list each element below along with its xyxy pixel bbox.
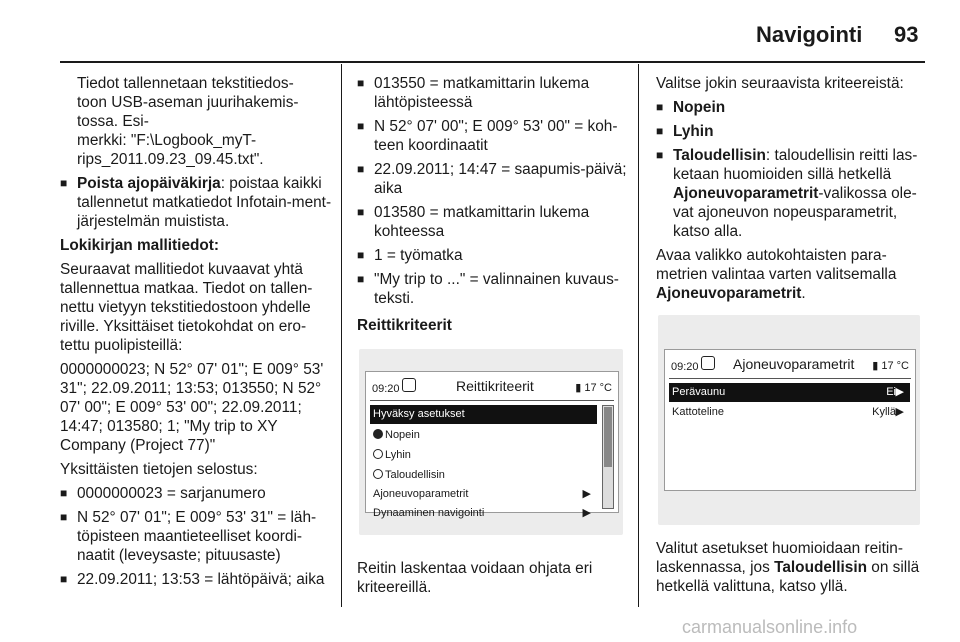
option-description: : taloudellisin reitti las-ketaan huomioiden sillä hetkellä	[673, 147, 918, 183]
paragraph	[656, 246, 928, 303]
chevron-right-icon: ▶	[895, 406, 904, 418]
clock-icon	[402, 378, 416, 392]
chevron-right-icon: ▶	[582, 488, 591, 500]
explanation-list	[60, 484, 332, 589]
option-description: : poistaa kaikki tallennetut matkatiedot Infotain-ment-järjestelmän muistista.	[77, 175, 332, 230]
column-divider-1	[341, 64, 342, 607]
temperature: ▮ 17 °C	[575, 382, 612, 394]
radio-shortest[interactable]	[370, 446, 597, 465]
option-name: Taloudellisin	[673, 147, 766, 164]
intro-line: rips_2011.09.23_09.45.txt".	[77, 151, 264, 168]
chevron-right-icon: ▶	[582, 507, 591, 519]
criteria-list	[656, 98, 928, 241]
list-item: ■ N 52° 07' 00"; E 009° 53' 00" = koh-teen koordinaatit	[357, 117, 629, 155]
list-item: ■ 22.09.2011; 13:53 = lähtöpäivä; aika	[60, 570, 332, 589]
clock-text: 09:20	[372, 383, 400, 395]
option-name: Ajoneuvoparametrit	[673, 185, 819, 202]
setting-roof-rack[interactable]	[669, 403, 910, 422]
menu-item-label: Hyväksy asetukset	[373, 408, 465, 420]
sample-data: 0000000023; N 52° 07' 01"; E 009° 53' 31"; 22.09.2011; 13:53; 013550; N 52° 07' 00"; E 009° 53' 00"; 22.09.2011; 14:47; 013580; 1; "My trip to XY Company (Project 77)"	[60, 361, 324, 454]
paragraph: Yksittäisten tietojen selostus:	[60, 461, 258, 478]
text: Valitut asetukset huomioidaan reitin-laskennassa, jos	[656, 540, 903, 576]
radio-economical[interactable]	[370, 466, 597, 485]
chevron-right-icon: ▶	[895, 386, 904, 398]
intro-line: tossa. Esi-	[77, 113, 149, 130]
status-bar	[665, 350, 915, 380]
paragraph	[656, 539, 928, 596]
temperature: ▮ 17 °C	[872, 360, 909, 372]
list-item	[656, 146, 928, 241]
column-2	[357, 74, 629, 602]
column-1	[60, 74, 332, 594]
divider	[669, 378, 911, 379]
page-number: 93	[894, 22, 919, 47]
list-item: ■ N 52° 07' 01"; E 009° 53' 31" = läh-töpisteen maantieteelliset koordi-naatit (leveysaste; pituusaste)	[60, 508, 332, 565]
section-heading: Reittikriteerit	[357, 317, 452, 334]
route-criteria-screenshot	[359, 349, 623, 535]
watermark: carmanualsonline.info	[682, 617, 858, 637]
list-item	[60, 174, 332, 231]
radio-fastest[interactable]	[370, 426, 597, 445]
caption: Reitin laskentaa voidaan ohjata eri kriteereillä.	[357, 560, 593, 596]
clock-text: 09:20	[671, 361, 699, 373]
list-item: ■ 0000000023 = sarjanumero	[60, 484, 332, 503]
explanation-list-cont	[357, 74, 629, 308]
setting-value: Ei	[886, 386, 896, 398]
screen-title: Reittikriteerit	[456, 378, 534, 394]
section-heading: Lokikirjan mallitiedot:	[60, 237, 220, 254]
setting-label: Kattoteline	[672, 406, 724, 418]
display-frame	[664, 349, 916, 491]
list-item: ■ 22.09.2011; 14:47 = saapumis-päivä; aika	[357, 160, 629, 198]
menu-item-accept[interactable]	[370, 405, 597, 424]
paragraph: Valitse jokin seuraavista kriteereistä:	[656, 75, 904, 92]
intro-line: toon USB-aseman juurihakemis-	[77, 94, 299, 111]
menu-item-label: Lyhin	[385, 449, 411, 461]
setting-value: Kyllä	[872, 406, 896, 418]
menu-item-label: Ajoneuvoparametrit	[373, 488, 469, 500]
list-item: ■ 013550 = matkamittarin lukema lähtöpisteessä	[357, 74, 629, 112]
intro-line: merkki: "F:\Logbook_myT-	[77, 132, 257, 149]
column-divider-2	[638, 64, 639, 607]
radio-icon	[373, 469, 383, 479]
setting-label: Perävaunu	[672, 386, 726, 398]
option-name: Poista ajopäiväkirja	[77, 175, 221, 192]
menu-item-label: Nopein	[385, 429, 420, 441]
vehicle-params-screenshot	[658, 315, 920, 525]
list-item: ■ 1 = työmatka	[357, 246, 629, 265]
scroll-thumb[interactable]	[604, 407, 612, 467]
intro-paragraph	[60, 74, 332, 169]
list-item: ■ 013580 = matkamittarin lukema kohteessa	[357, 203, 629, 241]
intro-line: Tiedot tallennetaan tekstitiedos-	[77, 75, 294, 92]
paragraph: Seuraavat mallitiedot kuvaavat yhtä tallennettua matkaa. Tiedot on tallen-nettu vietyyn tekstitiedostoon yhdelle riville. Yksittäiset tietokohdat on ero-tettu puolipisteillä:	[60, 261, 313, 354]
text: Avaa valikko autokohtaisten para-metrien valintaa varten valitsemalla	[656, 247, 897, 283]
menu-item-dynamic-nav[interactable]	[370, 504, 597, 523]
emphasis: Taloudellisin	[774, 559, 867, 576]
divider	[370, 400, 614, 401]
radio-icon	[373, 449, 383, 459]
clock-icon	[701, 356, 715, 370]
menu-item-vehicle-params[interactable]	[370, 485, 597, 504]
text: .	[801, 285, 806, 302]
menu-item-label: Dynaaminen navigointi	[373, 507, 485, 519]
menu-item-label: Taloudellisin	[385, 469, 445, 481]
status-bar	[366, 372, 618, 402]
text: on sillä hetkellä valittuna, katso yllä.	[656, 559, 920, 595]
column-3	[656, 74, 928, 601]
radio-selected-icon	[373, 429, 383, 439]
scrollbar[interactable]	[602, 405, 614, 509]
temperature-value: 17 °C	[584, 382, 612, 394]
header-divider	[60, 61, 925, 63]
list-item: ■ "My trip to ..." = valinnainen kuvaus-teksti.	[357, 270, 629, 308]
emphasis: Ajoneuvoparametrit	[656, 285, 802, 302]
delete-log-list	[60, 174, 332, 231]
list-item: ■ Lyhin	[656, 122, 928, 141]
setting-trailer[interactable]	[669, 383, 910, 402]
list-item: ■ Nopein	[656, 98, 928, 117]
temperature-value: 17 °C	[881, 360, 909, 372]
display-frame	[365, 371, 619, 519]
page-title: Navigointi	[756, 22, 863, 47]
screen-title: Ajoneuvoparametrit	[733, 356, 855, 372]
option-description: -valikossa ole-vat ajoneuvon nopeusparametrit, katso alla.	[673, 185, 917, 240]
